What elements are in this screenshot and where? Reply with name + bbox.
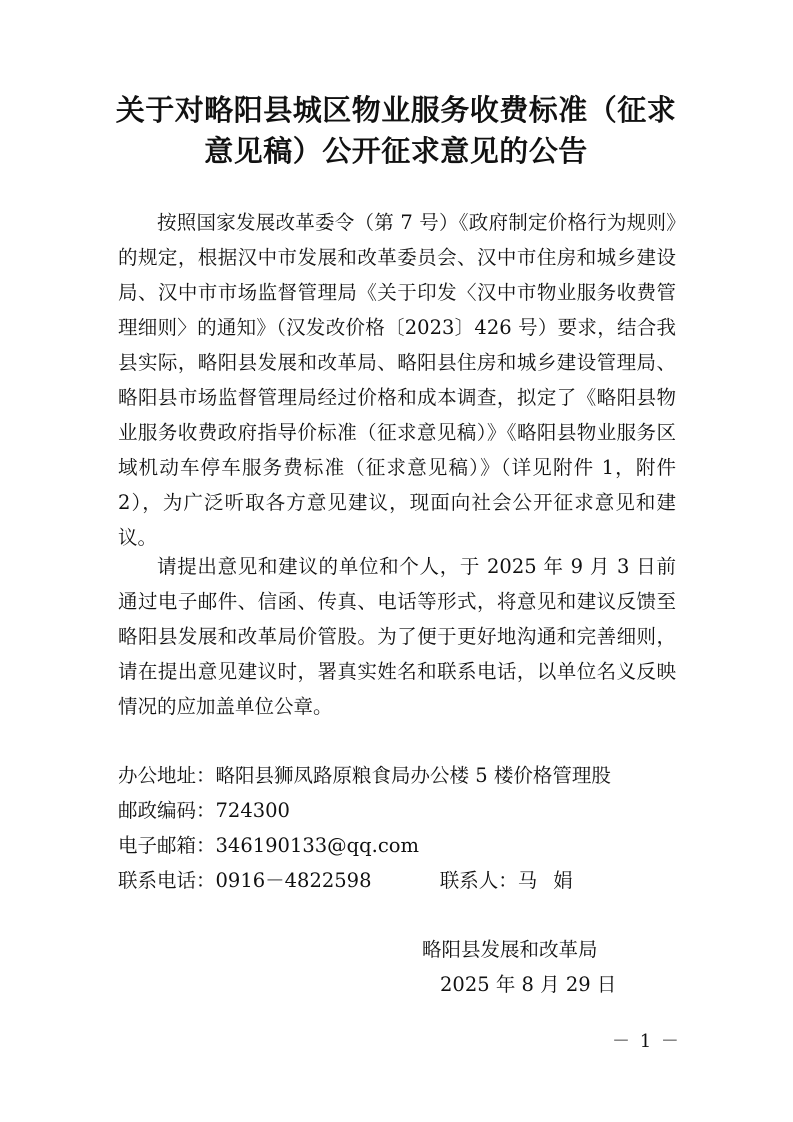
contact-address: [118, 758, 611, 793]
body-paragraph-1: 按照国家发展改革委令（第 7 号）《政府制定价格行为规则》的规定，根据汉中市发展和改革委员会、汉中市住房和城乡建设局、汉中市市场监督管理局《关于印发〈汉中市物业服务收费管理细则〉的通知》（汉发改价格〔2023〕426 号）要求，结合我县实际，略阳县发展和改革局、略阳县住房和城乡建设管理局、略阳县市场监督管理局经过价格和成本调查，拟定了《略阳县物业服务收费政府指导价标准（征求意见稿）》《略阳县物业服务区域机动车停车服务费标准（征求意见稿）》（详见附件 1，附件 2），为广泛听取各方意见建议，现面向社会公开征求意见和建议。: [118, 211, 676, 549]
signature-date: 2025 年 8 月 29 日: [440, 973, 617, 996]
contact-postcode: [118, 793, 290, 828]
contact-phone-row: [118, 863, 589, 898]
email-label: 电子邮箱：: [118, 834, 216, 857]
contact-email: [118, 828, 419, 863]
person-name: 马娟: [517, 869, 589, 892]
address-value: 略阳县狮凤路原粮食局办公楼 5 楼价格管理股: [215, 764, 611, 787]
page-number: － 1 －: [612, 1031, 681, 1052]
address-label: 办公地址：: [118, 764, 216, 787]
contact-person: [440, 863, 589, 898]
postcode-value: 724300: [215, 799, 290, 822]
signature-organization: 略阳县发展和改革局: [422, 938, 598, 961]
phone-value: 0916－4822598: [215, 869, 372, 892]
person-label: 联系人：: [439, 869, 518, 892]
postcode-label: 邮政编码：: [118, 799, 216, 822]
title-line-2: 意见稿）公开征求意见的公告: [204, 134, 588, 168]
email-value: 346190133@qq.com: [215, 834, 419, 857]
body-paragraph-2: 请提出意见和建议的单位和个人，于 2025 年 9 月 3 日前通过电子邮件、信函、传真、电话等形式，将意见和建议反馈至略阳县发展和改革局价管股。为了便于更好地沟通和完善细则，请在提出意见建议时，署真实姓名和联系电话，以单位名义反映情况的应加盖单位公章。: [118, 555, 676, 718]
phone-label: 联系电话：: [118, 869, 216, 892]
document-title: [96, 90, 696, 172]
title-line-1: 关于对略阳县城区物业服务收费标准（征求: [115, 93, 677, 127]
